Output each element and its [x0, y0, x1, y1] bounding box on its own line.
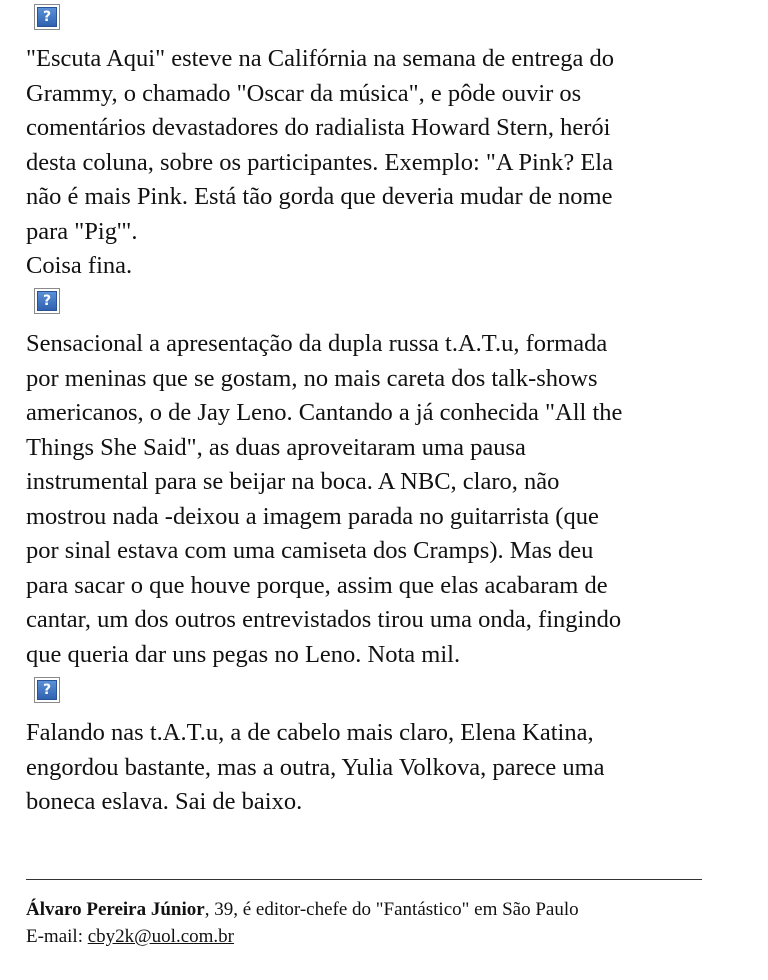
email-label: E-mail:	[26, 926, 88, 947]
paragraph-line: para sacar o que houve porque, assim que elas acabaram de	[26, 571, 608, 599]
footer-divider	[26, 879, 702, 880]
broken-image-placeholder-3	[34, 677, 60, 703]
paragraph-line: Things She Said", as duas aproveitaram uma pausa	[26, 433, 526, 461]
paragraph-line: cantar, um dos outros entrevistados tirou uma onda, fingindo	[26, 606, 622, 633]
paragraph-line: Sensacional a apresentação da dupla russa t.A.T.u, formada	[26, 330, 608, 357]
paragraph-line: Falando nas t.A.T.u, a de cabelo mais claro, Elena Katina,	[26, 719, 594, 746]
paragraph-line: mostrou nada -deixou a imagem parada no guitarrista (que	[26, 502, 599, 530]
paragraph-line: instrumental para se beijar na boca. A NBC, claro, não	[26, 468, 560, 495]
email-link[interactable]: cby2k@uol.com.br	[87, 926, 234, 947]
paragraph-line: para "Pig'".	[26, 217, 138, 245]
email-line	[26, 923, 726, 950]
paragraph-line: por meninas que se gostam, no mais careta dos talk-shows	[26, 364, 598, 392]
article-paragraph-1	[26, 42, 726, 284]
article-paragraph-3	[26, 716, 726, 820]
paragraph-line: por sinal estava com uma camiseta dos Cramps). Mas deu	[26, 537, 594, 564]
broken-image-placeholder-1	[34, 4, 60, 30]
broken-image-question-icon: ?	[37, 7, 57, 27]
author-bio: , 39, é editor-chefe do "Fantástico" em São Paulo	[204, 899, 579, 920]
paragraph-line: Coisa fina.	[26, 252, 133, 279]
broken-image-question-icon: ?	[37, 291, 57, 311]
paragraph-line: não é mais Pink. Está tão gorda que deveria mudar de nome	[26, 183, 613, 210]
paragraph-line: engordou bastante, mas a outra, Yulia Volkova, parece uma	[26, 753, 605, 781]
paragraph-line: americanos, o de Jay Leno. Cantando a já conhecida "All the	[26, 399, 623, 426]
broken-image-placeholder-2	[34, 288, 60, 314]
broken-image-question-icon: ?	[37, 680, 57, 700]
paragraph-line: que queria dar uns pegas no Leno. Nota mil.	[26, 640, 461, 668]
author-line	[26, 896, 726, 923]
paragraph-line: desta coluna, sobre os participantes. Exemplo: "A Pink? Ela	[26, 148, 613, 176]
paragraph-line: "Escuta Aqui" esteve na Califórnia na semana de entrega do	[26, 45, 615, 72]
article-paragraph-2	[26, 327, 726, 672]
paragraph-line: comentários devastadores do radialista Howard Stern, herói	[26, 114, 611, 141]
paragraph-line: Grammy, o chamado "Oscar da música", e pôde ouvir os	[26, 79, 582, 107]
author-name: Álvaro Pereira Júnior	[26, 899, 205, 920]
author-footer	[26, 896, 726, 950]
paragraph-line: boneca eslava. Sai de baixo.	[26, 788, 303, 815]
